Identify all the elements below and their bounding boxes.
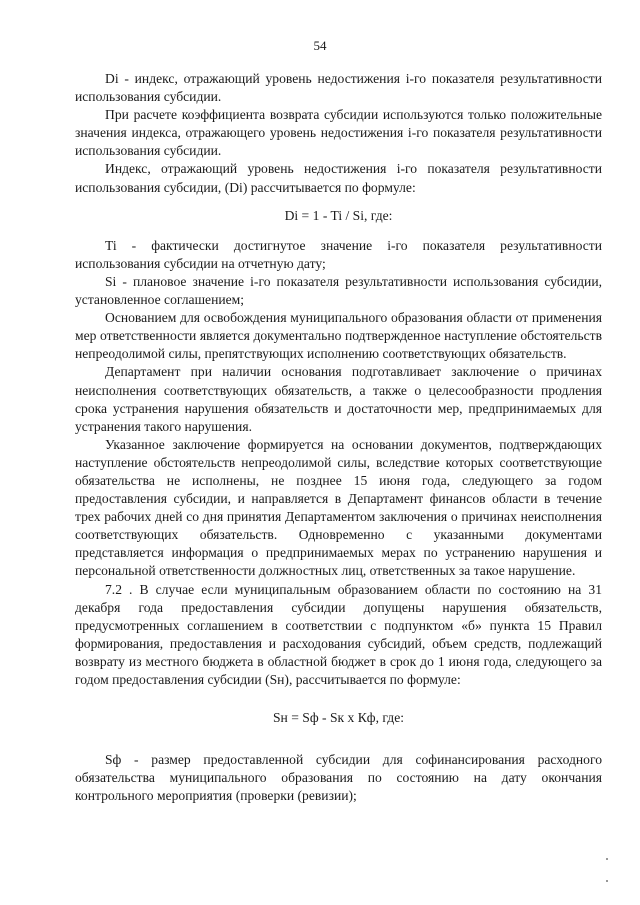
paragraph-index-formula-intro: Индекс, отражающий уровень недостижения i-го показателя результативности использования субсидии, (Di) рассчитывается по формуле:: [75, 161, 602, 195]
paragraph-ti-definition: Ti - фактически достигнутое значение i-го показателя результативности использования субсидии на отчетную дату;: [75, 237, 602, 271]
paragraph-conclusion-formation: Указанное заключение формируется на основании документов, подтверждающих наступление обстоятельств непреодолимой силы, вследствие которых соответствующие обязательства не исполнены, не позднее 15 июня года, следующего за годом предоставления субсидии, и направляется в Департамент финансов области в течение трех рабочих дней со дня принятия Департаментом заключения о причинах неисполнения соответствующих обязательств. Одновременно с указанными документами представляется информация о предпринимаемых мерах по устранению нарушения и персональной ответственности должностных лиц, ответственных за такое нарушение.: [75, 436, 602, 579]
scan-speck: [606, 858, 608, 860]
paragraph-section-7-2: 7.2 . В случае если муниципальным образованием области по состоянию на 31 декабря года предоставления субсидии допущены нарушения обязательств, предусмотренных соглашением в соответствии с подпунктом «б» пункта 15 Правил формирования, предоставления и расходования субсидий, объем средств, подлежащий возврату из местного бюджета в областной бюджет в срок до 1 июня года, следующего за годом предоставления субсидии (Sн), рассчитывается по формуле:: [75, 581, 602, 687]
paragraph-department-conclusion: Департамент при наличии основания подготавливает заключение о причинах неисполнения соответствующих обязательств, а также о целесообразности продления срока устранения нарушения обязательств и достаточности мер, предпринимаемых для устранения такого нарушения.: [75, 364, 602, 434]
scan-speck: [606, 880, 608, 882]
formula-di: Di = 1 - Ti / Si, где:: [284, 207, 393, 223]
paragraph-sf-definition: Sф - размер предоставленной субсидии для софинансирования расходного обязательства муниципального образования по состоянию на дату окончания контрольного мероприятия (проверки (ревизии);: [75, 752, 602, 804]
paragraph-si-definition: Si - плановое значение i-го показателя результативности использования субсидии, установленное соглашением;: [75, 273, 602, 308]
page-number: 54: [313, 38, 327, 53]
page-body: [75, 70, 602, 805]
paragraph-force-majeure-basis: Основанием для освобождения муниципального образования области от применения мер ответственности является документально подтвержденное наступление обстоятельств непреодолимой силы, препятствующих исполнению соответствующих обязательств.: [75, 310, 602, 362]
paragraph-positive-values: При расчете коэффициента возврата субсидии используются только положительные значения индекса, отражающего уровень недостижения i-го показателя результативности использования субсидии.: [75, 107, 602, 159]
formula-sn: Sн = Sф - Sк х Кф, где:: [272, 710, 405, 726]
paragraph-di-definition: Di - индекс, отражающий уровень недостижения i-го показателя результативности использования субсидии.: [75, 71, 602, 105]
